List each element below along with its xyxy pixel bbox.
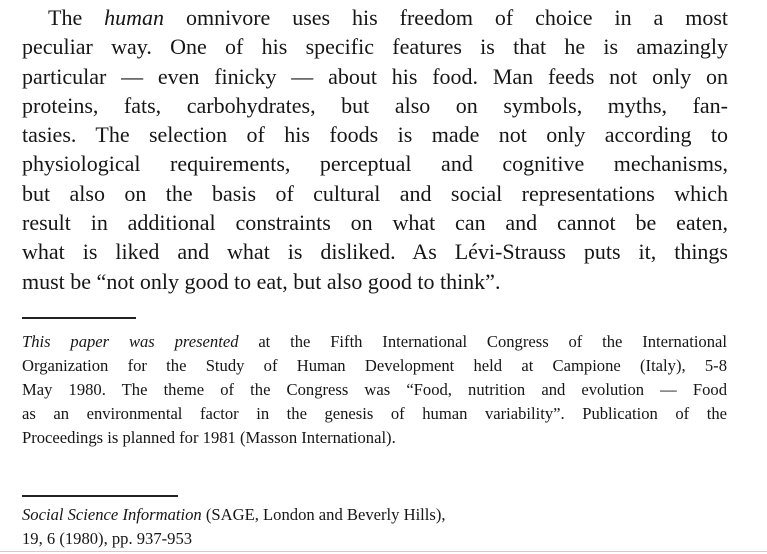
- page-bottom-edge: [0, 551, 767, 552]
- paragraph-line-3: particular — even finicky — about his food. Man feeds not only on: [22, 63, 728, 89]
- journal-citation: [22, 503, 582, 551]
- paragraph-line-7: but also on the basis of cultural and social representations which: [22, 180, 728, 206]
- paragraph-line-5: tasies. The selection of his foods is made not only according to: [22, 122, 728, 148]
- footnote-line-2: Organization for the Study of Human Development held at Campione (Italy), 5-8: [22, 356, 727, 375]
- footnote-line-5: Proceedings is planned for 1981 (Masson International).: [22, 428, 396, 447]
- line-1-start: The: [48, 5, 105, 30]
- footnote-line-3: May 1980. The theme of the Congress was “Food, nutrition and evolution — Food: [22, 380, 727, 399]
- paragraph-line-8: result in additional constraints on what can and cannot be eaten,: [22, 210, 728, 236]
- footnote-line-1-rest: at the Fifth International Congress of the International: [238, 332, 727, 351]
- italic-word-human: human: [104, 5, 165, 30]
- paragraph-line-6: physiological requirements, perceptual and cognitive mechanisms,: [22, 151, 728, 177]
- journal-title: Social Science Information: [22, 505, 202, 524]
- journal-publisher: (SAGE, London and Beverly Hills),: [201, 505, 446, 524]
- footnote-line-4: as an environmental factor in the genesis of human variability”. Publication of the: [22, 404, 727, 423]
- citation-line-2: 19, 6 (1980), pp. 937-953: [22, 529, 193, 548]
- body-paragraph: [22, 3, 728, 296]
- paragraph-line-1: [22, 3, 728, 32]
- paragraph-line-4: proteins, fats, carbohydrates, but also on symbols, myths, fan-: [22, 92, 728, 118]
- citation-separator-rule: [22, 495, 178, 497]
- paragraph-line-2: peculiar way. One of his specific features is that he is amazingly: [22, 34, 728, 60]
- footnote-separator-rule: [22, 317, 136, 319]
- footnote-italic-lead: This paper was presented: [22, 332, 239, 351]
- citation-line-1: [22, 503, 582, 527]
- footnote-line-1: [22, 330, 727, 354]
- line-1-end: omnivore uses his freedom of choice in a most: [164, 5, 728, 30]
- footnote: [22, 330, 727, 450]
- paragraph-line-10: must be “not only good to eat, but also good to think”.: [22, 268, 501, 294]
- paragraph-line-9: what is liked and what is disliked. As Lévi-Strauss puts it, things: [22, 239, 728, 265]
